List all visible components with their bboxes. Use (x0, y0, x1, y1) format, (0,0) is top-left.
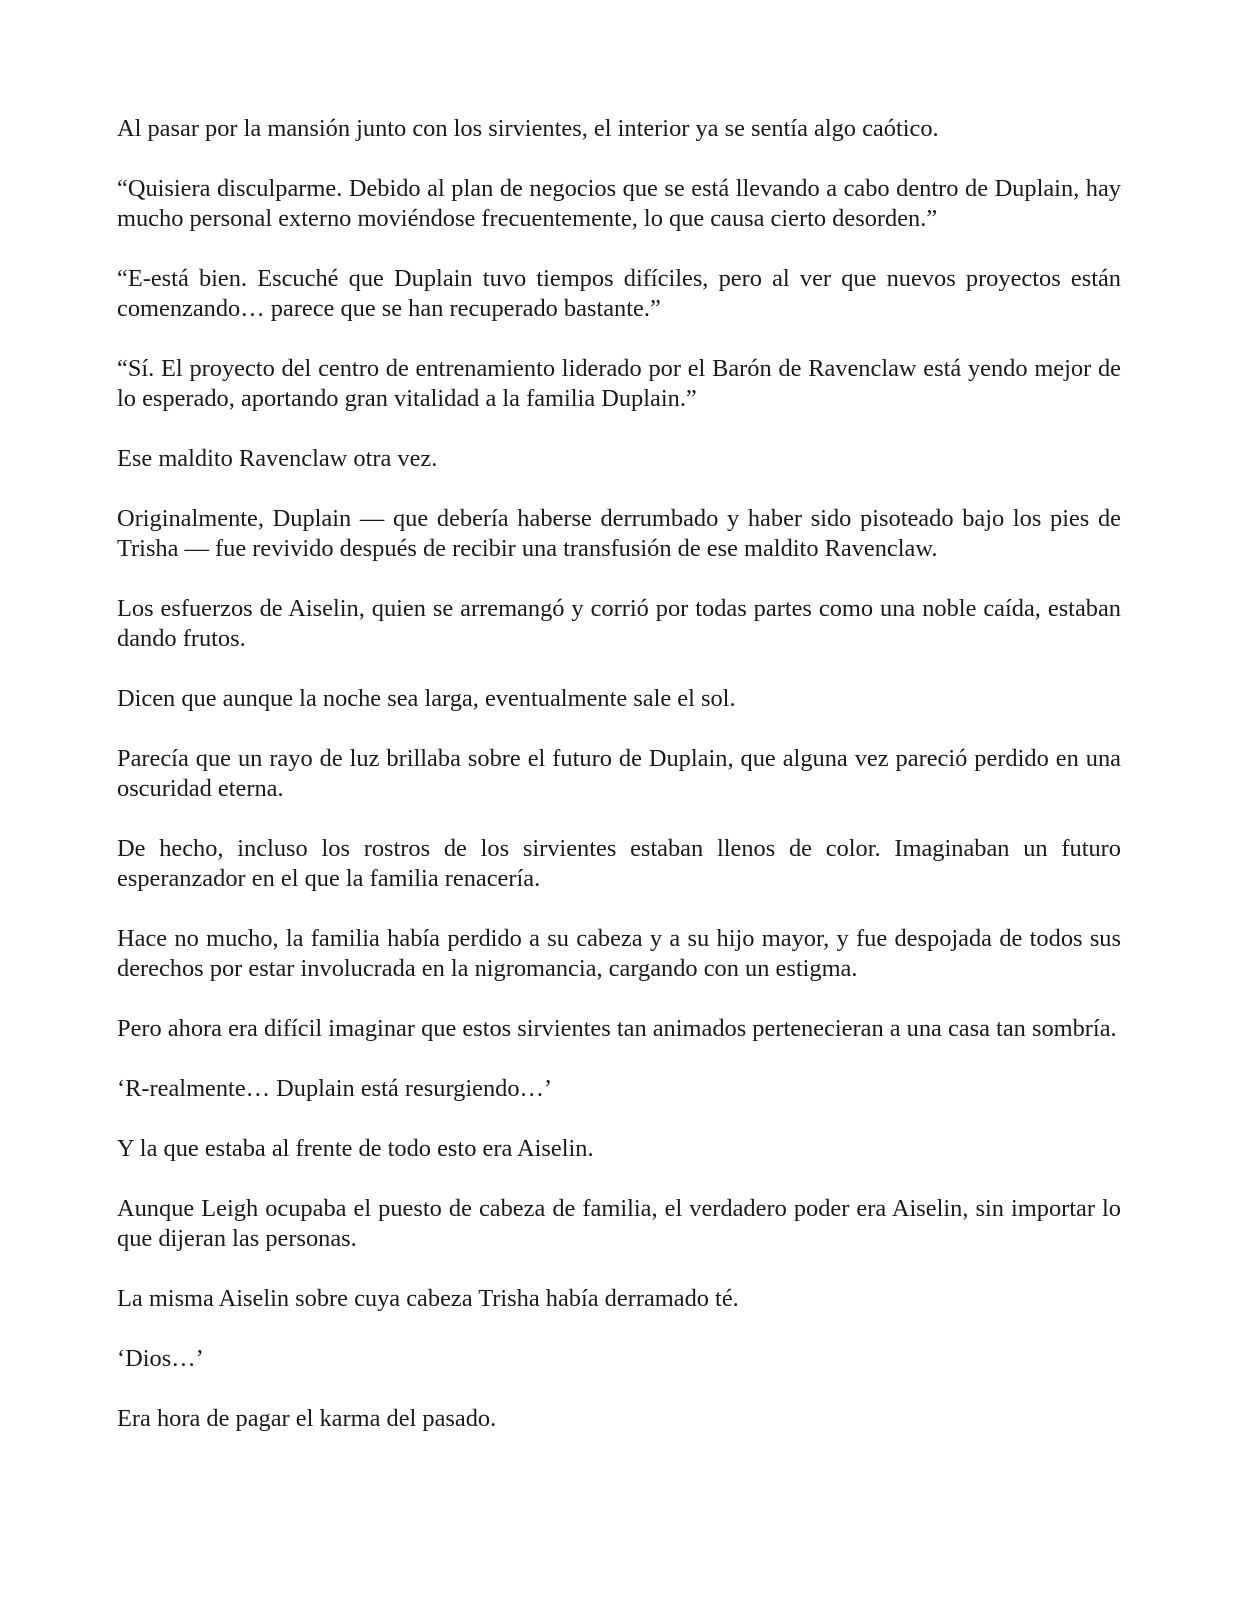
paragraph-2: “Quisiera disculparme. Debido al plan de negocios que se está llevando a cabo dentro de Duplain, hay mucho personal externo moviéndose frecuentemente, lo que causa cierto desorden.” (117, 175, 1121, 232)
paragraph-7: Los esfuerzos de Aiselin, quien se arremangó y corrió por todas partes como una noble caída, estaban dando frutos. (117, 595, 1121, 652)
paragraph-14: Y la que estaba al frente de todo esto era Aiselin. (117, 1135, 594, 1162)
document-body (117, 114, 1121, 1464)
paragraph-1: Al pasar por la mansión junto con los sirvientes, el interior ya se sentía algo caótico. (117, 115, 939, 142)
paragraph-4: “Sí. El proyecto del centro de entrenamiento liderado por el Barón de Ravenclaw está yendo mejor de lo esperado, aportando gran vitalidad a la familia Duplain.” (117, 355, 1121, 412)
paragraph-9: Parecía que un rayo de luz brillaba sobre el futuro de Duplain, que alguna vez pareció perdido en una oscuridad eterna. (117, 745, 1121, 802)
paragraph-6: Originalmente, Duplain — que debería haberse derrumbado y haber sido pisoteado bajo los pies de Trisha — fue revivido después de recibir una transfusión de ese maldito Ravenclaw. (117, 505, 1121, 562)
paragraph-16: La misma Aiselin sobre cuya cabeza Trisha había derramado té. (117, 1285, 739, 1312)
paragraph-5: Ese maldito Ravenclaw otra vez. (117, 445, 438, 472)
paragraph-11: Hace no mucho, la familia había perdido a su cabeza y a su hijo mayor, y fue despojada de todos sus derechos por estar involucrada en la nigromancia, cargando con un estigma. (117, 925, 1121, 982)
paragraph-12: Pero ahora era difícil imaginar que estos sirvientes tan animados pertenecieran a una casa tan sombría. (117, 1015, 1117, 1042)
paragraph-13: ‘R-realmente… Duplain está resurgiendo…’ (117, 1075, 553, 1102)
paragraph-15: Aunque Leigh ocupaba el puesto de cabeza de familia, el verdadero poder era Aiselin, sin importar lo que dijeran las personas. (117, 1195, 1121, 1252)
paragraph-3: “E-está bien. Escuché que Duplain tuvo tiempos difíciles, pero al ver que nuevos proyectos están comenzando… parece que se han recuperado bastante.” (117, 265, 1121, 322)
paragraph-17: ‘Dios…’ (117, 1345, 204, 1372)
paragraph-8: Dicen que aunque la noche sea larga, eventualmente sale el sol. (117, 685, 736, 712)
paragraph-10: De hecho, incluso los rostros de los sirvientes estaban llenos de color. Imaginaban un futuro esperanzador en el que la familia renacería. (117, 835, 1121, 892)
paragraph-18: Era hora de pagar el karma del pasado. (117, 1405, 497, 1432)
